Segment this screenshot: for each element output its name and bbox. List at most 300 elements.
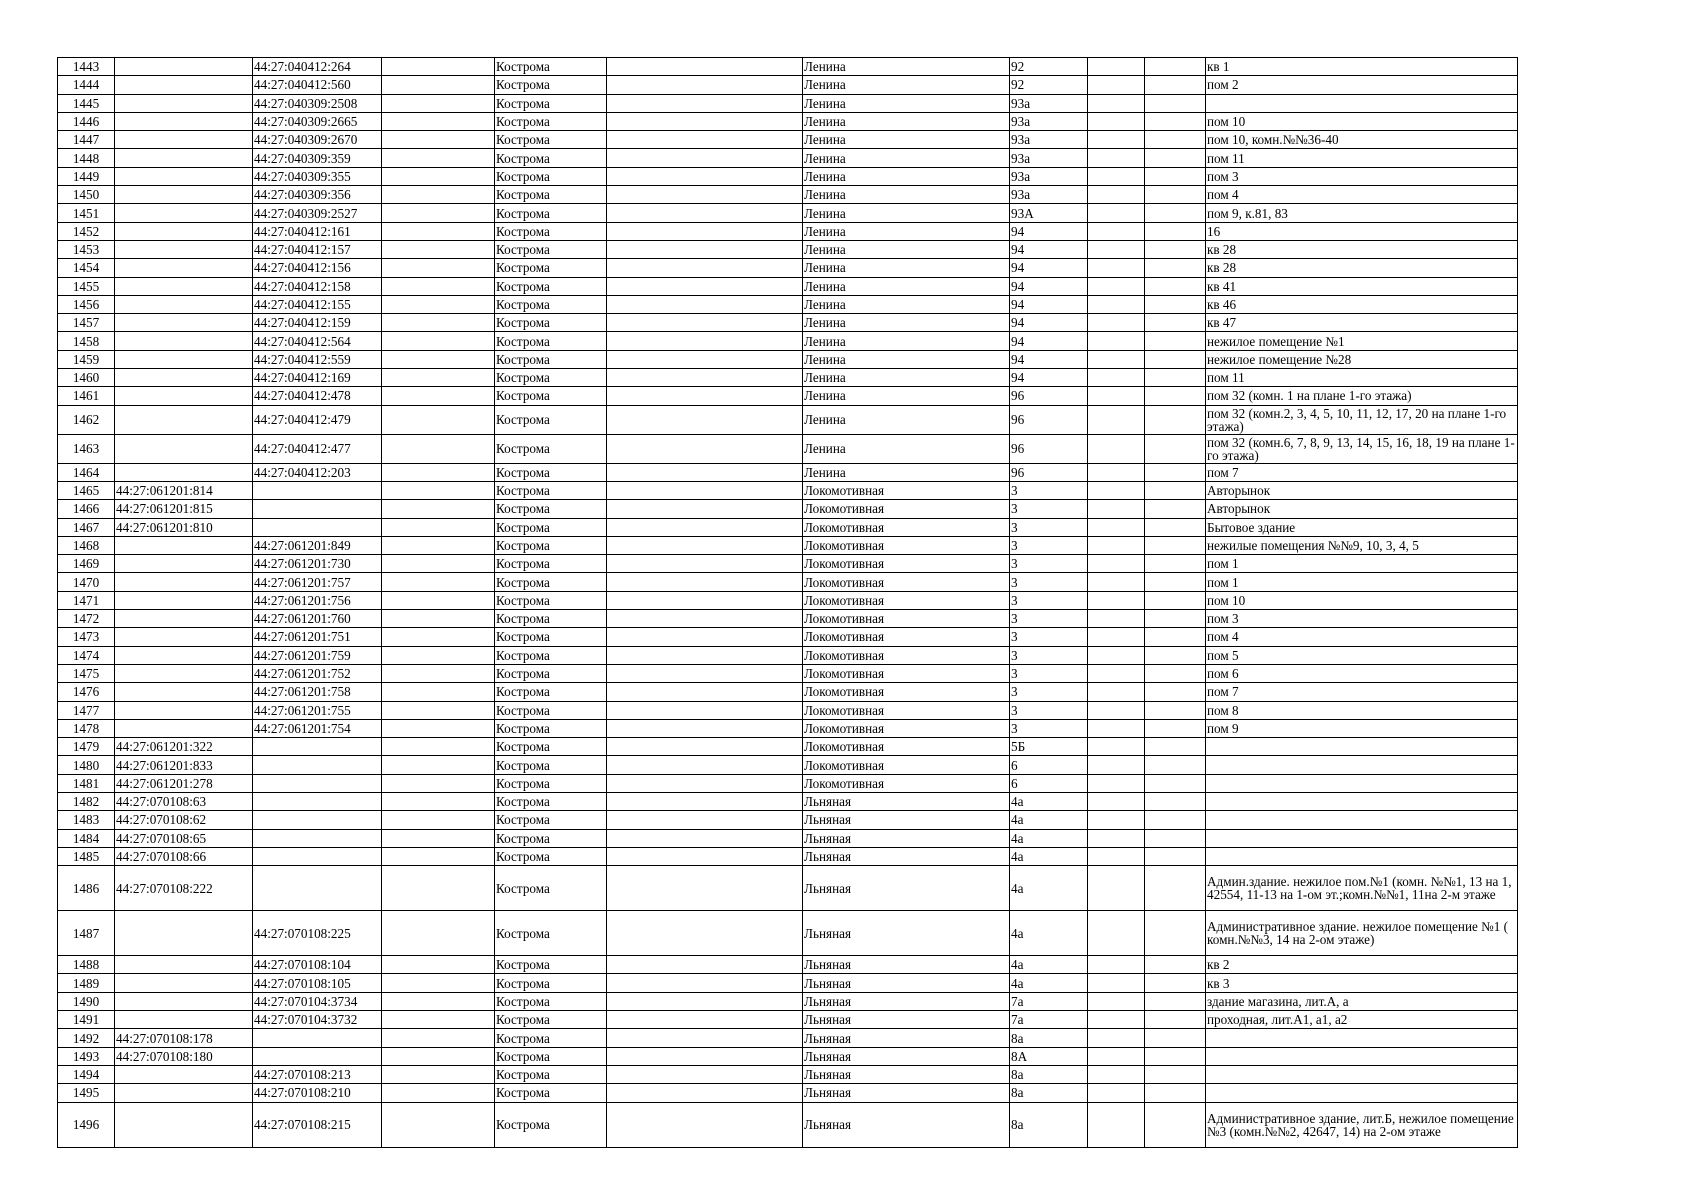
cadastral-number-building — [115, 259, 253, 277]
empty-cell — [607, 434, 803, 463]
empty-cell — [1145, 555, 1206, 573]
cadastral-number-building — [115, 591, 253, 609]
empty-cell — [382, 222, 495, 240]
empty-cell — [607, 94, 803, 112]
table-row — [58, 463, 1518, 481]
empty-cell — [607, 463, 803, 481]
house-cell: 93а — [1010, 94, 1088, 112]
empty-cell — [382, 719, 495, 737]
empty-cell — [382, 992, 495, 1010]
house-cell: 3 — [1010, 481, 1088, 499]
empty-cell — [382, 314, 495, 332]
row-number: 1450 — [58, 186, 115, 204]
table-row — [58, 701, 1518, 719]
table-row — [58, 1102, 1518, 1147]
city-cell: Кострома — [495, 295, 607, 313]
empty-cell — [382, 701, 495, 719]
cadastral-number-building — [115, 186, 253, 204]
house-cell: 7а — [1010, 1011, 1088, 1029]
row-number: 1457 — [58, 314, 115, 332]
empty-cell — [607, 536, 803, 554]
empty-cell — [1088, 167, 1145, 185]
city-cell: Кострома — [495, 911, 607, 956]
row-number: 1447 — [58, 131, 115, 149]
cadastral-number-building — [115, 131, 253, 149]
empty-cell — [1088, 756, 1145, 774]
premises-note-cell: пом 11 — [1206, 149, 1518, 167]
row-number: 1467 — [58, 518, 115, 536]
empty-cell — [1088, 911, 1145, 956]
house-cell: 3 — [1010, 555, 1088, 573]
empty-cell — [1145, 500, 1206, 518]
city-cell: Кострома — [495, 701, 607, 719]
cadastral-number-building: 44:27:070108:222 — [115, 866, 253, 911]
empty-cell — [382, 1065, 495, 1083]
city-cell: Кострома — [495, 1102, 607, 1147]
empty-cell — [1145, 314, 1206, 332]
cadastral-number-building — [115, 350, 253, 368]
street-cell: Локомотивная — [803, 628, 1010, 646]
empty-cell — [382, 573, 495, 591]
street-cell: Льняная — [803, 1084, 1010, 1102]
cadastral-number-premises — [253, 481, 382, 499]
empty-cell — [1088, 664, 1145, 682]
house-cell: 93а — [1010, 131, 1088, 149]
table-row — [58, 204, 1518, 222]
house-cell: 96 — [1010, 405, 1088, 434]
empty-cell — [607, 332, 803, 350]
table-row — [58, 664, 1518, 682]
city-cell: Кострома — [495, 847, 607, 865]
property-register-table — [57, 57, 1518, 1148]
table-body — [58, 58, 1518, 1148]
cadastral-number-building — [115, 1011, 253, 1029]
cadastral-number-building: 44:27:061201:814 — [115, 481, 253, 499]
cadastral-number-building: 44:27:070108:62 — [115, 811, 253, 829]
table-row — [58, 186, 1518, 204]
empty-cell — [1145, 94, 1206, 112]
empty-cell — [607, 974, 803, 992]
table-row — [58, 847, 1518, 865]
row-number: 1478 — [58, 719, 115, 737]
premises-note-cell: нежилое помещение №1 — [1206, 332, 1518, 350]
cadastral-number-premises: 44:27:040412:478 — [253, 387, 382, 405]
cadastral-number-premises: 44:27:040412:203 — [253, 463, 382, 481]
empty-cell — [1088, 866, 1145, 911]
house-cell: 3 — [1010, 701, 1088, 719]
empty-cell — [382, 518, 495, 536]
table-row — [58, 719, 1518, 737]
empty-cell — [382, 536, 495, 554]
cadastral-number-premises: 44:27:061201:758 — [253, 683, 382, 701]
row-number: 1452 — [58, 222, 115, 240]
cadastral-number-premises: 44:27:061201:754 — [253, 719, 382, 737]
row-number: 1446 — [58, 112, 115, 130]
empty-cell — [1088, 1065, 1145, 1083]
city-cell: Кострома — [495, 204, 607, 222]
premises-note-cell: пом 9 — [1206, 719, 1518, 737]
cadastral-number-premises — [253, 847, 382, 865]
empty-cell — [382, 58, 495, 76]
row-number: 1460 — [58, 369, 115, 387]
cadastral-number-building — [115, 628, 253, 646]
cadastral-number-premises: 44:27:040412:479 — [253, 405, 382, 434]
street-cell: Ленина — [803, 240, 1010, 258]
premises-note-cell: пом 2 — [1206, 76, 1518, 94]
property-register-sheet — [57, 57, 1518, 1148]
cadastral-number-premises: 44:27:040309:2670 — [253, 131, 382, 149]
cadastral-number-building — [115, 1084, 253, 1102]
cadastral-number-premises: 44:27:040412:564 — [253, 332, 382, 350]
empty-cell — [1145, 956, 1206, 974]
empty-cell — [1088, 149, 1145, 167]
empty-cell — [607, 277, 803, 295]
cadastral-number-premises: 44:27:070104:3734 — [253, 992, 382, 1010]
cadastral-number-premises: 44:27:061201:756 — [253, 591, 382, 609]
cadastral-number-building — [115, 573, 253, 591]
empty-cell — [1145, 387, 1206, 405]
house-cell: 92 — [1010, 76, 1088, 94]
cadastral-number-premises: 44:27:040309:355 — [253, 167, 382, 185]
house-cell: 3 — [1010, 610, 1088, 628]
row-number: 1459 — [58, 350, 115, 368]
city-cell: Кострома — [495, 463, 607, 481]
row-number: 1451 — [58, 204, 115, 222]
empty-cell — [1145, 664, 1206, 682]
table-row — [58, 350, 1518, 368]
city-cell: Кострома — [495, 719, 607, 737]
city-cell: Кострома — [495, 94, 607, 112]
cadastral-number-building: 44:27:061201:810 — [115, 518, 253, 536]
empty-cell — [1088, 738, 1145, 756]
premises-note-cell: пом 1 — [1206, 555, 1518, 573]
premises-note-cell: здание магазина, лит.А, а — [1206, 992, 1518, 1010]
table-row — [58, 1084, 1518, 1102]
empty-cell — [1088, 683, 1145, 701]
house-cell: 4а — [1010, 792, 1088, 810]
empty-cell — [382, 1047, 495, 1065]
empty-cell — [1088, 992, 1145, 1010]
city-cell: Кострома — [495, 76, 607, 94]
row-number: 1471 — [58, 591, 115, 609]
street-cell: Локомотивная — [803, 481, 1010, 499]
premises-note-cell — [1206, 94, 1518, 112]
empty-cell — [1088, 204, 1145, 222]
premises-note-cell: пом 8 — [1206, 701, 1518, 719]
table-row — [58, 434, 1518, 463]
empty-cell — [382, 94, 495, 112]
row-number: 1494 — [58, 1065, 115, 1083]
empty-cell — [1145, 369, 1206, 387]
empty-cell — [1088, 222, 1145, 240]
empty-cell — [1145, 1084, 1206, 1102]
cadastral-number-building — [115, 974, 253, 992]
premises-note-cell: пом 32 (комн. 1 на плане 1-го этажа) — [1206, 387, 1518, 405]
house-cell: 3 — [1010, 518, 1088, 536]
street-cell: Локомотивная — [803, 701, 1010, 719]
empty-cell — [382, 332, 495, 350]
row-number: 1482 — [58, 792, 115, 810]
cadastral-number-premises: 44:27:061201:759 — [253, 646, 382, 664]
street-cell: Ленина — [803, 259, 1010, 277]
table-row — [58, 628, 1518, 646]
cadastral-number-building — [115, 240, 253, 258]
empty-cell — [1145, 683, 1206, 701]
cadastral-number-premises: 44:27:070108:210 — [253, 1084, 382, 1102]
premises-note-cell: Админ.здание. нежилое пом.№1 (комн. №№1, 13 на 1, 42554, 11-13 на 1-ом эт.;комн.№№1, 11на 2-м этаже — [1206, 866, 1518, 911]
street-cell: Ленина — [803, 350, 1010, 368]
empty-cell — [1088, 314, 1145, 332]
cadastral-number-premises: 44:27:040412:559 — [253, 350, 382, 368]
empty-cell — [382, 240, 495, 258]
empty-cell — [1145, 131, 1206, 149]
table-row — [58, 76, 1518, 94]
empty-cell — [1145, 911, 1206, 956]
empty-cell — [607, 58, 803, 76]
cadastral-number-premises: 44:27:061201:849 — [253, 536, 382, 554]
table-row — [58, 481, 1518, 499]
house-cell: 7а — [1010, 992, 1088, 1010]
premises-note-cell: пом 6 — [1206, 664, 1518, 682]
empty-cell — [1145, 350, 1206, 368]
table-row — [58, 573, 1518, 591]
house-cell: 3 — [1010, 664, 1088, 682]
street-cell: Локомотивная — [803, 719, 1010, 737]
house-cell: 94 — [1010, 314, 1088, 332]
table-row — [58, 332, 1518, 350]
cadastral-number-building — [115, 434, 253, 463]
empty-cell — [1145, 58, 1206, 76]
table-row — [58, 131, 1518, 149]
premises-note-cell: кв 28 — [1206, 240, 1518, 258]
house-cell: 93а — [1010, 167, 1088, 185]
empty-cell — [607, 847, 803, 865]
house-cell: 4а — [1010, 829, 1088, 847]
house-cell: 4а — [1010, 956, 1088, 974]
empty-cell — [382, 204, 495, 222]
empty-cell — [1145, 847, 1206, 865]
empty-cell — [607, 1011, 803, 1029]
city-cell: Кострома — [495, 518, 607, 536]
city-cell: Кострома — [495, 240, 607, 258]
table-row — [58, 369, 1518, 387]
empty-cell — [1145, 646, 1206, 664]
table-row — [58, 94, 1518, 112]
cadastral-number-building — [115, 369, 253, 387]
city-cell: Кострома — [495, 610, 607, 628]
cadastral-number-building — [115, 701, 253, 719]
empty-cell — [1088, 847, 1145, 865]
cadastral-number-premises: 44:27:070104:3732 — [253, 1011, 382, 1029]
empty-cell — [607, 1047, 803, 1065]
table-row — [58, 405, 1518, 434]
city-cell: Кострома — [495, 628, 607, 646]
street-cell: Ленина — [803, 186, 1010, 204]
cadastral-number-premises: 44:27:040412:156 — [253, 259, 382, 277]
empty-cell — [1145, 792, 1206, 810]
table-row — [58, 167, 1518, 185]
street-cell: Льняная — [803, 911, 1010, 956]
house-cell: 96 — [1010, 463, 1088, 481]
empty-cell — [1088, 555, 1145, 573]
house-cell: 3 — [1010, 536, 1088, 554]
house-cell: 3 — [1010, 573, 1088, 591]
cadastral-number-building: 44:27:070108:180 — [115, 1047, 253, 1065]
empty-cell — [1145, 222, 1206, 240]
house-cell: 94 — [1010, 369, 1088, 387]
premises-note-cell — [1206, 1084, 1518, 1102]
empty-cell — [1088, 774, 1145, 792]
city-cell: Кострома — [495, 774, 607, 792]
empty-cell — [607, 555, 803, 573]
premises-note-cell: пом 4 — [1206, 186, 1518, 204]
empty-cell — [1145, 829, 1206, 847]
empty-cell — [382, 1084, 495, 1102]
city-cell: Кострома — [495, 112, 607, 130]
street-cell: Ленина — [803, 167, 1010, 185]
premises-note-cell: проходная, лит.А1, а1, а2 — [1206, 1011, 1518, 1029]
street-cell: Льняная — [803, 866, 1010, 911]
empty-cell — [1088, 500, 1145, 518]
cadastral-number-building — [115, 463, 253, 481]
empty-cell — [1088, 434, 1145, 463]
street-cell: Ленина — [803, 463, 1010, 481]
premises-note-cell: нежилое помещение №28 — [1206, 350, 1518, 368]
row-number: 1488 — [58, 956, 115, 974]
empty-cell — [1145, 167, 1206, 185]
street-cell: Ленина — [803, 112, 1010, 130]
empty-cell — [1145, 405, 1206, 434]
row-number: 1464 — [58, 463, 115, 481]
row-number: 1449 — [58, 167, 115, 185]
row-number: 1469 — [58, 555, 115, 573]
cadastral-number-building: 44:27:070108:178 — [115, 1029, 253, 1047]
row-number: 1455 — [58, 277, 115, 295]
empty-cell — [382, 112, 495, 130]
empty-cell — [1145, 204, 1206, 222]
cadastral-number-premises: 44:27:061201:752 — [253, 664, 382, 682]
empty-cell — [607, 701, 803, 719]
empty-cell — [607, 369, 803, 387]
empty-cell — [607, 792, 803, 810]
empty-cell — [1145, 719, 1206, 737]
cadastral-number-premises: 44:27:061201:757 — [253, 573, 382, 591]
house-cell: 3 — [1010, 628, 1088, 646]
table-row — [58, 1011, 1518, 1029]
city-cell: Кострома — [495, 573, 607, 591]
city-cell: Кострома — [495, 992, 607, 1010]
empty-cell — [607, 829, 803, 847]
table-row — [58, 829, 1518, 847]
empty-cell — [1145, 434, 1206, 463]
city-cell: Кострома — [495, 1029, 607, 1047]
city-cell: Кострома — [495, 664, 607, 682]
row-number: 1453 — [58, 240, 115, 258]
empty-cell — [1088, 481, 1145, 499]
city-cell: Кострома — [495, 149, 607, 167]
empty-cell — [1088, 1011, 1145, 1029]
empty-cell — [607, 756, 803, 774]
premises-note-cell: пом 3 — [1206, 167, 1518, 185]
table-row — [58, 974, 1518, 992]
table-row — [58, 792, 1518, 810]
premises-note-cell: пом 10 — [1206, 112, 1518, 130]
empty-cell — [1145, 992, 1206, 1010]
empty-cell — [607, 956, 803, 974]
empty-cell — [1088, 573, 1145, 591]
city-cell: Кострома — [495, 350, 607, 368]
street-cell: Ленина — [803, 94, 1010, 112]
empty-cell — [382, 259, 495, 277]
table-row — [58, 314, 1518, 332]
empty-cell — [1145, 974, 1206, 992]
cadastral-number-building — [115, 956, 253, 974]
empty-cell — [607, 131, 803, 149]
city-cell: Кострома — [495, 332, 607, 350]
empty-cell — [382, 956, 495, 974]
empty-cell — [1088, 974, 1145, 992]
cadastral-number-premises — [253, 866, 382, 911]
house-cell: 5Б — [1010, 738, 1088, 756]
cadastral-number-building: 44:27:061201:278 — [115, 774, 253, 792]
house-cell: 6 — [1010, 774, 1088, 792]
empty-cell — [382, 186, 495, 204]
empty-cell — [382, 405, 495, 434]
table-row — [58, 738, 1518, 756]
cadastral-number-building: 44:27:061201:833 — [115, 756, 253, 774]
table-row — [58, 500, 1518, 518]
table-row — [58, 683, 1518, 701]
row-number: 1445 — [58, 94, 115, 112]
city-cell: Кострома — [495, 259, 607, 277]
empty-cell — [382, 277, 495, 295]
empty-cell — [1145, 866, 1206, 911]
city-cell: Кострома — [495, 756, 607, 774]
table-row — [58, 992, 1518, 1010]
empty-cell — [607, 628, 803, 646]
row-number: 1472 — [58, 610, 115, 628]
row-number: 1491 — [58, 1011, 115, 1029]
house-cell: 8а — [1010, 1084, 1088, 1102]
premises-note-cell: пом 5 — [1206, 646, 1518, 664]
row-number: 1466 — [58, 500, 115, 518]
cadastral-number-building — [115, 1065, 253, 1083]
empty-cell — [1145, 756, 1206, 774]
empty-cell — [607, 295, 803, 313]
cadastral-number-building — [115, 277, 253, 295]
empty-cell — [1145, 112, 1206, 130]
empty-cell — [382, 974, 495, 992]
row-number: 1462 — [58, 405, 115, 434]
premises-note-cell: кв 28 — [1206, 259, 1518, 277]
table-row — [58, 646, 1518, 664]
cadastral-number-building — [115, 58, 253, 76]
house-cell: 6 — [1010, 756, 1088, 774]
empty-cell — [607, 240, 803, 258]
empty-cell — [1145, 463, 1206, 481]
premises-note-cell: кв 46 — [1206, 295, 1518, 313]
street-cell: Льняная — [803, 1011, 1010, 1029]
row-number: 1483 — [58, 811, 115, 829]
premises-note-cell — [1206, 847, 1518, 865]
cadastral-number-premises: 44:27:040412:157 — [253, 240, 382, 258]
empty-cell — [607, 646, 803, 664]
empty-cell — [607, 774, 803, 792]
empty-cell — [607, 610, 803, 628]
premises-note-cell: Административное здание, лит.Б, нежилое помещение №3 (комн.№№2, 42647, 14) на 2-ом этаже — [1206, 1102, 1518, 1147]
street-cell: Локомотивная — [803, 664, 1010, 682]
cadastral-number-premises: 44:27:040309:2527 — [253, 204, 382, 222]
